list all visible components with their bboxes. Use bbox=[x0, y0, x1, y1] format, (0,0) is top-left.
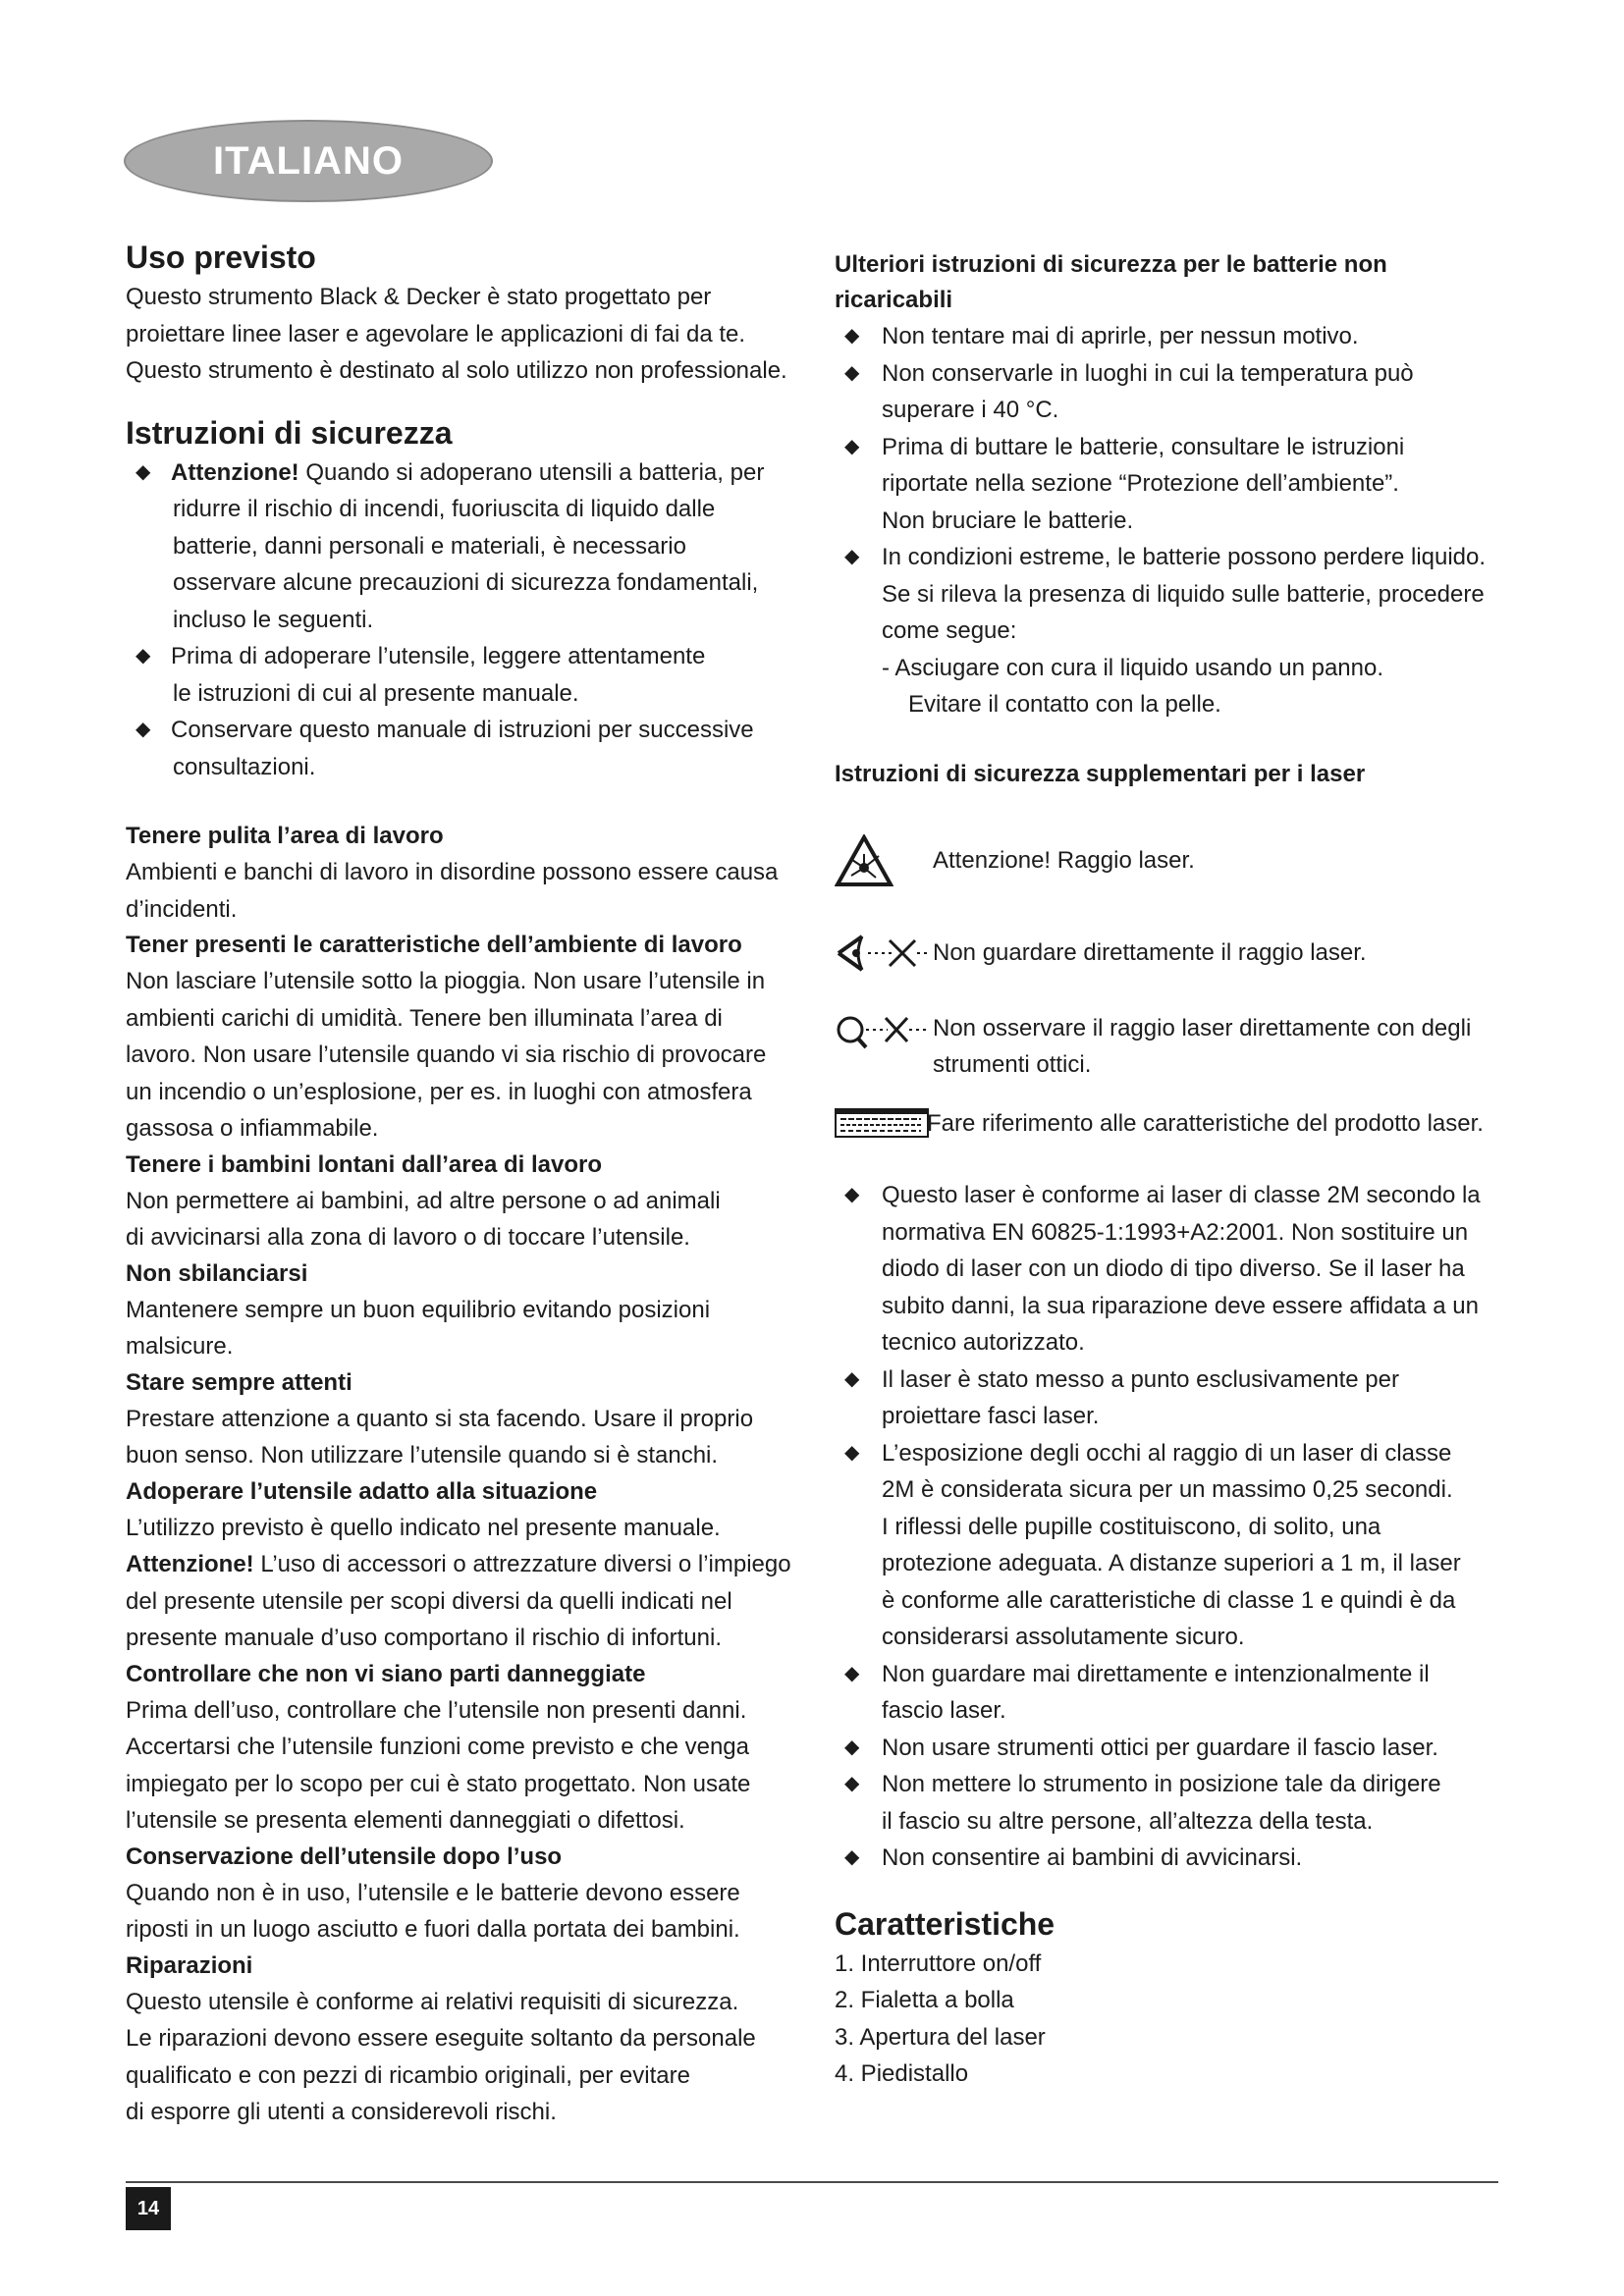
section-line: Mantenere sempre un buon equilibrio evitando posizioni bbox=[126, 1296, 711, 1323]
section-title: Riparazioni bbox=[126, 1951, 253, 1979]
battery-bullet bbox=[835, 318, 1504, 355]
batteries-title: ricaricabili bbox=[835, 287, 953, 313]
section-line: Ambienti e banchi di lavoro in disordine possono essere causa bbox=[126, 859, 779, 885]
section-line: Prima dell’uso, controllare che l’utensile non presenti danni. bbox=[126, 1696, 747, 1724]
laser-bullet-cont: diodo di laser con un diodo di tipo diverso. Se il laser ha bbox=[882, 1255, 1465, 1282]
section-block bbox=[126, 1148, 803, 1256]
section-block bbox=[126, 928, 803, 1148]
safety-bullet-text: Quando si adoperano utensili a batteria, per bbox=[298, 458, 765, 486]
laser-list-3 bbox=[835, 1435, 1504, 1472]
section-line: Prestare attenzione a quanto si sta facendo. Usare il proprio bbox=[126, 1405, 754, 1432]
safety-bullet bbox=[126, 638, 803, 675]
diamond-bullet-icon: ◆ bbox=[844, 1441, 860, 1464]
warning-label: Attenzione! bbox=[126, 1551, 254, 1577]
section-line: ambienti carichi di umidità. Tenere ben illuminata l’area di bbox=[126, 1004, 723, 1032]
battery-bullet-text: In condizioni estreme, le batterie possono perdere liquido. bbox=[882, 544, 1487, 570]
feature-item: 3. Apertura del laser bbox=[835, 2023, 1046, 2051]
section-line: buon senso. Non utilizzare l’utensile quando si è stanchi. bbox=[126, 1442, 719, 1468]
batteries-title: Ulteriori istruzioni di sicurezza per le batterie non bbox=[835, 251, 1387, 278]
diamond-bullet-icon: ◆ bbox=[844, 1184, 860, 1205]
section-line: Accertarsi che l’utensile funzioni come previsto e che venga bbox=[126, 1734, 749, 1760]
laser-list bbox=[835, 1177, 1504, 1214]
section-line: presente manuale d’uso comportano il rischio di infortuni. bbox=[126, 1625, 722, 1651]
safety-bullet-cont: batterie, danni personali e materiali, è necessario bbox=[173, 532, 686, 560]
section-title: Tenere i bambini lontani dall’area di lavoro bbox=[126, 1150, 603, 1178]
section-block bbox=[126, 1474, 803, 1657]
section-line: del presente utensile per scopi diversi da quelli indicati nel bbox=[126, 1587, 732, 1615]
laser-bullet-cont: 2M è considerata sicura per un massimo 0,25 secondi. bbox=[882, 1476, 1453, 1503]
section-line: Non lasciare l’utensile sotto la pioggia. Non usare l’utensile in bbox=[126, 968, 766, 994]
section-title: Conservazione dell’utensile dopo l’uso bbox=[126, 1842, 563, 1870]
safety-bullet-cont: ridurre il rischio di incendi, fuoriuscita di liquido dalle bbox=[173, 496, 716, 522]
section-line: L’utilizzo previsto è quello indicato nel presente manuale. bbox=[126, 1514, 721, 1541]
symbol-row bbox=[835, 926, 1504, 981]
optical-instrument-no-look-icon bbox=[835, 1010, 933, 1051]
battery-bullet bbox=[835, 539, 1504, 576]
intended-use-heading: Uso previsto bbox=[126, 240, 316, 275]
section-line: malsicure. bbox=[126, 1333, 234, 1360]
safety-bullet-cont: incluso le seguenti. bbox=[173, 606, 374, 633]
battery-bullet-cont: superare i 40 °C. bbox=[882, 397, 1059, 423]
laser-bullet-cont: è conforme alle caratteristiche di classe 1 e quindi è da bbox=[882, 1586, 1456, 1614]
section-block bbox=[126, 1657, 803, 1840]
section-title: Adoperare l’utensile adatto alla situazione bbox=[126, 1477, 598, 1505]
section-line: di avvicinarsi alla zona di lavoro o di toccare l’utensile. bbox=[126, 1224, 690, 1251]
diamond-bullet-icon: ◆ bbox=[844, 435, 860, 457]
laser-bullet-text: Non mettere lo strumento in posizione tale da dirigere bbox=[882, 1771, 1441, 1797]
laser-list-4 bbox=[835, 1656, 1504, 1693]
laser-warning-triangle-icon bbox=[835, 834, 933, 887]
safety-bullet bbox=[126, 454, 803, 492]
laser-bullet bbox=[835, 1435, 1504, 1472]
laser-bullet-cont: protezione adeguata. A distanze superiori a 1 m, il laser bbox=[882, 1550, 1461, 1576]
diamond-bullet-icon: ◆ bbox=[844, 1735, 860, 1758]
diamond-bullet-icon: ◆ bbox=[844, 1846, 860, 1868]
safety-bullet-cont: consultazioni. bbox=[173, 753, 316, 780]
eye-no-look-icon bbox=[835, 929, 933, 978]
laser-bullet-cont: normativa EN 60825-1:1993+A2:2001. Non sostituire un bbox=[882, 1218, 1469, 1246]
warning-label: Attenzione! bbox=[171, 458, 299, 486]
section-block bbox=[126, 819, 803, 928]
section-block bbox=[126, 1365, 803, 1474]
symbol-row bbox=[835, 822, 1504, 900]
symbol-text: Non guardare direttamente il raggio laser. bbox=[933, 938, 1367, 966]
symbol-text: Non osservare il raggio laser direttamente con degli bbox=[933, 1014, 1472, 1041]
diamond-bullet-icon: ◆ bbox=[844, 361, 860, 384]
symbol-text: Attenzione! Raggio laser. bbox=[933, 846, 1195, 874]
diamond-bullet-icon: ◆ bbox=[135, 645, 151, 667]
intended-use-line: proiettare linee laser e agevolare le applicazioni di fai da te. bbox=[126, 320, 746, 347]
laser-bullet-cont: proiettare fasci laser. bbox=[882, 1403, 1100, 1429]
laser-bullet-cont: fascio laser. bbox=[882, 1697, 1006, 1724]
intended-use-line: Questo strumento Black & Decker è stato progettato per bbox=[126, 284, 712, 310]
features-heading: Caratteristiche bbox=[835, 1905, 1056, 1942]
section-line: Quando non è in uso, l’utensile e le batterie devono essere bbox=[126, 1879, 740, 1906]
battery-bullet-text: Prima di buttare le batterie, consultare le istruzioni bbox=[882, 433, 1405, 460]
section-line: Questo utensile è conforme ai relativi requisiti di sicurezza. bbox=[126, 1988, 739, 2015]
safety-bullet-cont: le istruzioni di cui al presente manuale. bbox=[173, 679, 579, 707]
feature-item: 1. Interruttore on/off bbox=[835, 1949, 1042, 1977]
batteries-list-2 bbox=[835, 429, 1504, 466]
section-line: di esporre gli utenti a considerevoli rischi. bbox=[126, 2099, 557, 2125]
section-title: Stare sempre attenti bbox=[126, 1368, 352, 1396]
battery-bullet-cont: Non bruciare le batterie. bbox=[882, 507, 1134, 534]
laser-list-2 bbox=[835, 1362, 1504, 1399]
laser-list-6 bbox=[835, 1840, 1504, 1877]
battery-dash-cont: Evitare il contatto con la pelle. bbox=[908, 691, 1221, 718]
section-line: Le riparazioni devono essere eseguite soltanto da personale bbox=[126, 2025, 756, 2052]
battery-bullet-cont: Se si rileva la presenza di liquido sulle batterie, procedere bbox=[882, 580, 1485, 608]
diamond-bullet-icon: ◆ bbox=[844, 1367, 860, 1390]
language-tab bbox=[124, 120, 493, 202]
safety-bullet-text: Prima di adoperare l’utensile, leggere attentamente bbox=[171, 643, 706, 669]
laser-bullet bbox=[835, 1656, 1504, 1693]
laser-bullet-cont: tecnico autorizzato. bbox=[882, 1329, 1085, 1356]
section-line: impiegato per lo scopo per cui è stato progettato. Non usate bbox=[126, 1770, 751, 1797]
laser-bullet bbox=[835, 1730, 1504, 1767]
safety-list bbox=[126, 454, 803, 492]
laser-bullet bbox=[835, 1766, 1504, 1803]
feature-item: 4. Piedistallo bbox=[835, 2060, 969, 2087]
batteries-list-3 bbox=[835, 539, 1504, 576]
diamond-bullet-icon: ◆ bbox=[844, 325, 860, 347]
safety-list-2 bbox=[126, 638, 803, 675]
batteries-list bbox=[835, 318, 1504, 392]
symbol-row bbox=[835, 1105, 1504, 1143]
laser-bullet-cont: considerarsi assolutamente sicuro. bbox=[882, 1624, 1245, 1650]
laser-bullet-cont: subito danni, la sua riparazione deve essere affidata a un bbox=[882, 1292, 1479, 1319]
battery-bullet-cont: come segue: bbox=[882, 617, 1017, 644]
right-column bbox=[835, 247, 1504, 2093]
symbol-text-block bbox=[933, 1010, 1471, 1084]
section-line bbox=[126, 1546, 803, 1583]
safety-bullet-text: Conservare questo manuale di istruzioni per successive bbox=[171, 717, 754, 743]
laser-bullet-text: Non usare strumenti ottici per guardare il fascio laser. bbox=[882, 1734, 1438, 1761]
battery-bullet bbox=[835, 355, 1504, 393]
section-title: Non sbilanciarsi bbox=[126, 1259, 308, 1287]
section-block bbox=[126, 1256, 803, 1365]
left-column bbox=[126, 236, 803, 2131]
battery-bullet-cont: riportate nella sezione “Protezione dell’ambiente”. bbox=[882, 470, 1399, 497]
laser-bullet-cont: il fascio su altre persone, all’altezza della testa. bbox=[882, 1807, 1374, 1835]
diamond-bullet-icon: ◆ bbox=[844, 546, 860, 567]
safety-bullet bbox=[126, 712, 803, 749]
laser-safety-title: Istruzioni di sicurezza supplementari per i laser bbox=[835, 760, 1366, 787]
section-line: d’incidenti. bbox=[126, 895, 238, 923]
intended-use-line: Questo strumento è destinato al solo utilizzo non professionale. bbox=[126, 357, 787, 384]
symbol-text: Fare riferimento alle caratteristiche del prodotto laser. bbox=[927, 1109, 1484, 1137]
laser-bullet-text: Non consentire ai bambini di avvicinarsi. bbox=[882, 1844, 1303, 1871]
laser-bullet-text: Non guardare mai direttamente e intenzionalmente il bbox=[882, 1660, 1430, 1687]
section-block bbox=[126, 1840, 803, 1949]
section-line: un incendio o un’esplosione, per es. in luoghi con atmosfera bbox=[126, 1078, 752, 1105]
battery-bullet-text: Non tentare mai di aprirle, per nessun motivo. bbox=[882, 323, 1359, 349]
safety-list-3 bbox=[126, 712, 803, 749]
battery-bullet-text: Non conservarle in luoghi in cui la temperatura può bbox=[882, 359, 1414, 387]
safety-heading: Istruzioni di sicurezza bbox=[126, 414, 453, 451]
diamond-bullet-icon: ◆ bbox=[135, 460, 151, 483]
laser-bullet-cont: I riflessi delle pupille costituiscono, di solito, una bbox=[882, 1513, 1381, 1540]
laser-bullet-text: Questo laser è conforme ai laser di classe 2M secondo la bbox=[882, 1182, 1481, 1208]
diamond-bullet-icon: ◆ bbox=[844, 1662, 860, 1684]
section-block bbox=[126, 1949, 803, 2131]
section-line: Non permettere ai bambini, ad altre persone o ad animali bbox=[126, 1187, 721, 1214]
battery-bullet bbox=[835, 429, 1504, 466]
footer-rule bbox=[126, 2181, 1498, 2183]
laser-bullet bbox=[835, 1177, 1504, 1214]
laser-bullet bbox=[835, 1362, 1504, 1399]
section-title: Tenere pulita l’area di lavoro bbox=[126, 823, 444, 849]
section-line: l’utensile se presenta elementi danneggiati o difettosi. bbox=[126, 1807, 685, 1834]
symbol-row bbox=[835, 1010, 1504, 1084]
laser-bullet bbox=[835, 1840, 1504, 1877]
feature-item: 2. Fialetta a bolla bbox=[835, 1987, 1014, 2013]
section-title: Tener presenti le caratteristiche dell’ambiente di lavoro bbox=[126, 932, 742, 958]
battery-dash-line: - Asciugare con cura il liquido usando un panno. bbox=[882, 654, 1384, 681]
section-title: Controllare che non vi siano parti danneggiate bbox=[126, 1660, 646, 1687]
symbol-text: strumenti ottici. bbox=[933, 1051, 1092, 1078]
page-number: 14 bbox=[126, 2187, 171, 2230]
section-line: qualificato e con pezzi di ricambio originali, per evitare bbox=[126, 2061, 690, 2089]
diamond-bullet-icon: ◆ bbox=[844, 1773, 860, 1794]
section-line: riposti in un luogo asciutto e fuori dalla portata dei bambini. bbox=[126, 1916, 740, 1943]
safety-bullet-cont: osservare alcune precauzioni di sicurezza fondamentali, bbox=[173, 569, 759, 596]
product-label-icon bbox=[835, 1108, 933, 1138]
warning-text: L’uso di accessori o attrezzature diversi o l’impiego bbox=[253, 1551, 791, 1577]
laser-list-5 bbox=[835, 1730, 1504, 1803]
language-tab-label: ITALIANO bbox=[213, 138, 404, 183]
laser-bullet-text: Il laser è stato messo a punto esclusivamente per bbox=[882, 1365, 1399, 1393]
section-line: gassosa o infiammabile. bbox=[126, 1115, 379, 1142]
laser-bullet-text: L’esposizione degli occhi al raggio di un laser di classe bbox=[882, 1439, 1452, 1467]
diamond-bullet-icon: ◆ bbox=[135, 719, 151, 740]
section-line: lavoro. Non usare l’utensile quando vi sia rischio di provocare bbox=[126, 1041, 767, 1068]
